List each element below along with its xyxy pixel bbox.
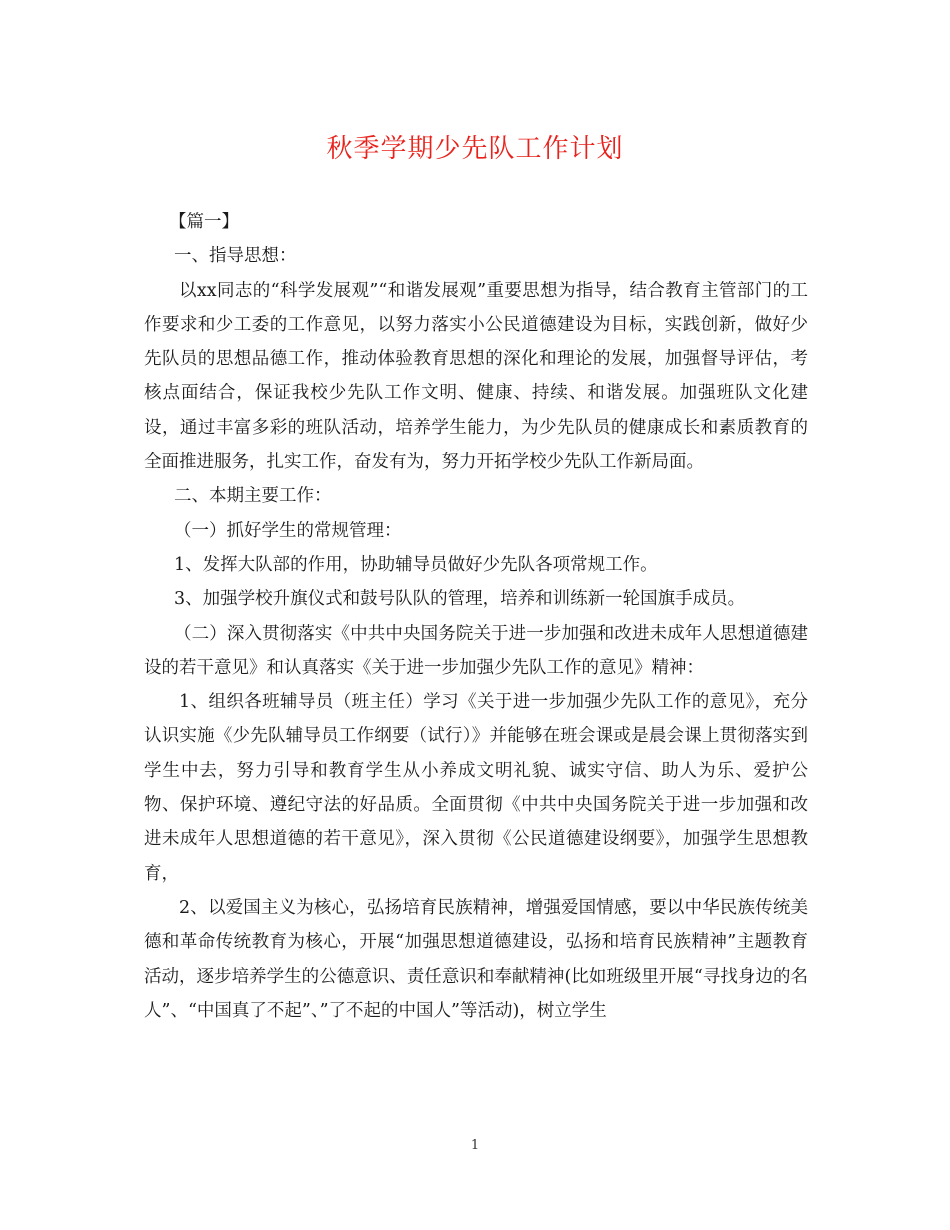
heading-implementation: （二）深入贯彻落实《中共中央国务院关于进一步加强和改进未成年人思想道德建设的若干意见》和认真落实《关于进一步加强少先队工作的意见》精神： (144, 623, 808, 678)
heading-routine-management: （一）抓好学生的常规管理： (174, 520, 402, 541)
page-number: 1 (470, 1138, 480, 1153)
heading-main-work: 二、本期主要工作： (174, 486, 332, 507)
section-marker: 【篇一】 (169, 212, 239, 232)
paragraph-item-1: 1、发挥大队部的作用，协助辅导员做好少先队各项常规工作。 (174, 554, 658, 575)
paragraph-item-3: 3、加强学校升旗仪式和鼓号队队的管理，培养和训练新一轮国旗手成员。 (174, 589, 746, 610)
paragraph-implementation-1: 1、组织各班辅导员（班主任）学习《关于进一步加强少先队工作的意见》，充分认识实施《少先队辅导员工作纲要（试行）》并能够在班会课或是晨会课上贯彻落实到学生中去，努力引导和教育学生从小养成文明礼貌、诚实守信、助人为乐、爱护公物、保护环境、遵纪守法的好品质。全面贯彻《中共中央国务院关于进一步加强和改进未成年人思想道德的若干意见》，深入贯彻《公民道德建设纲要》，加强学生思想教育， (144, 692, 808, 884)
paragraph-guiding-thought: 以xx同志的“科学发展观”“和谐发展观”重要思想为指导，结合教育主管部门的工作要求和少工委的工作意见，以努力落实小公民道德建设为目标，实践创新，做好少先队员的思想品德工作，推动体验教育思想的深化和理论的发展，加强督导评估，考核点面结合，保证我校少先队工作文明、健康、持续、和谐发展。加强班队文化建设，通过丰富多彩的班队活动，培养学生能力，为少先队员的健康成长和素质教育的全面推进服务，扎实工作，奋发有为，努力开拓学校少先队工作新局面。 (144, 280, 808, 473)
document-body (144, 205, 808, 1028)
document-title: 秋季学期少先队工作计划 (326, 134, 624, 164)
heading-guiding-thought: 一、指导思想： (174, 246, 297, 267)
paragraph-implementation-2: 2、以爱国主义为核心，弘扬培育民族精神，增强爱国情感，要以中华民族传统美德和革命传统教育为核心，开展“加强思想道德建设，弘扬和培育民族精神”主题教育活动，逐步培养学生的公德意识、责任意识和奉献精神(比如班级里开展“寻找身边的名人”、“中国真了不起”、”了不起的中国人”等活动)，树立学生 (144, 897, 808, 1021)
